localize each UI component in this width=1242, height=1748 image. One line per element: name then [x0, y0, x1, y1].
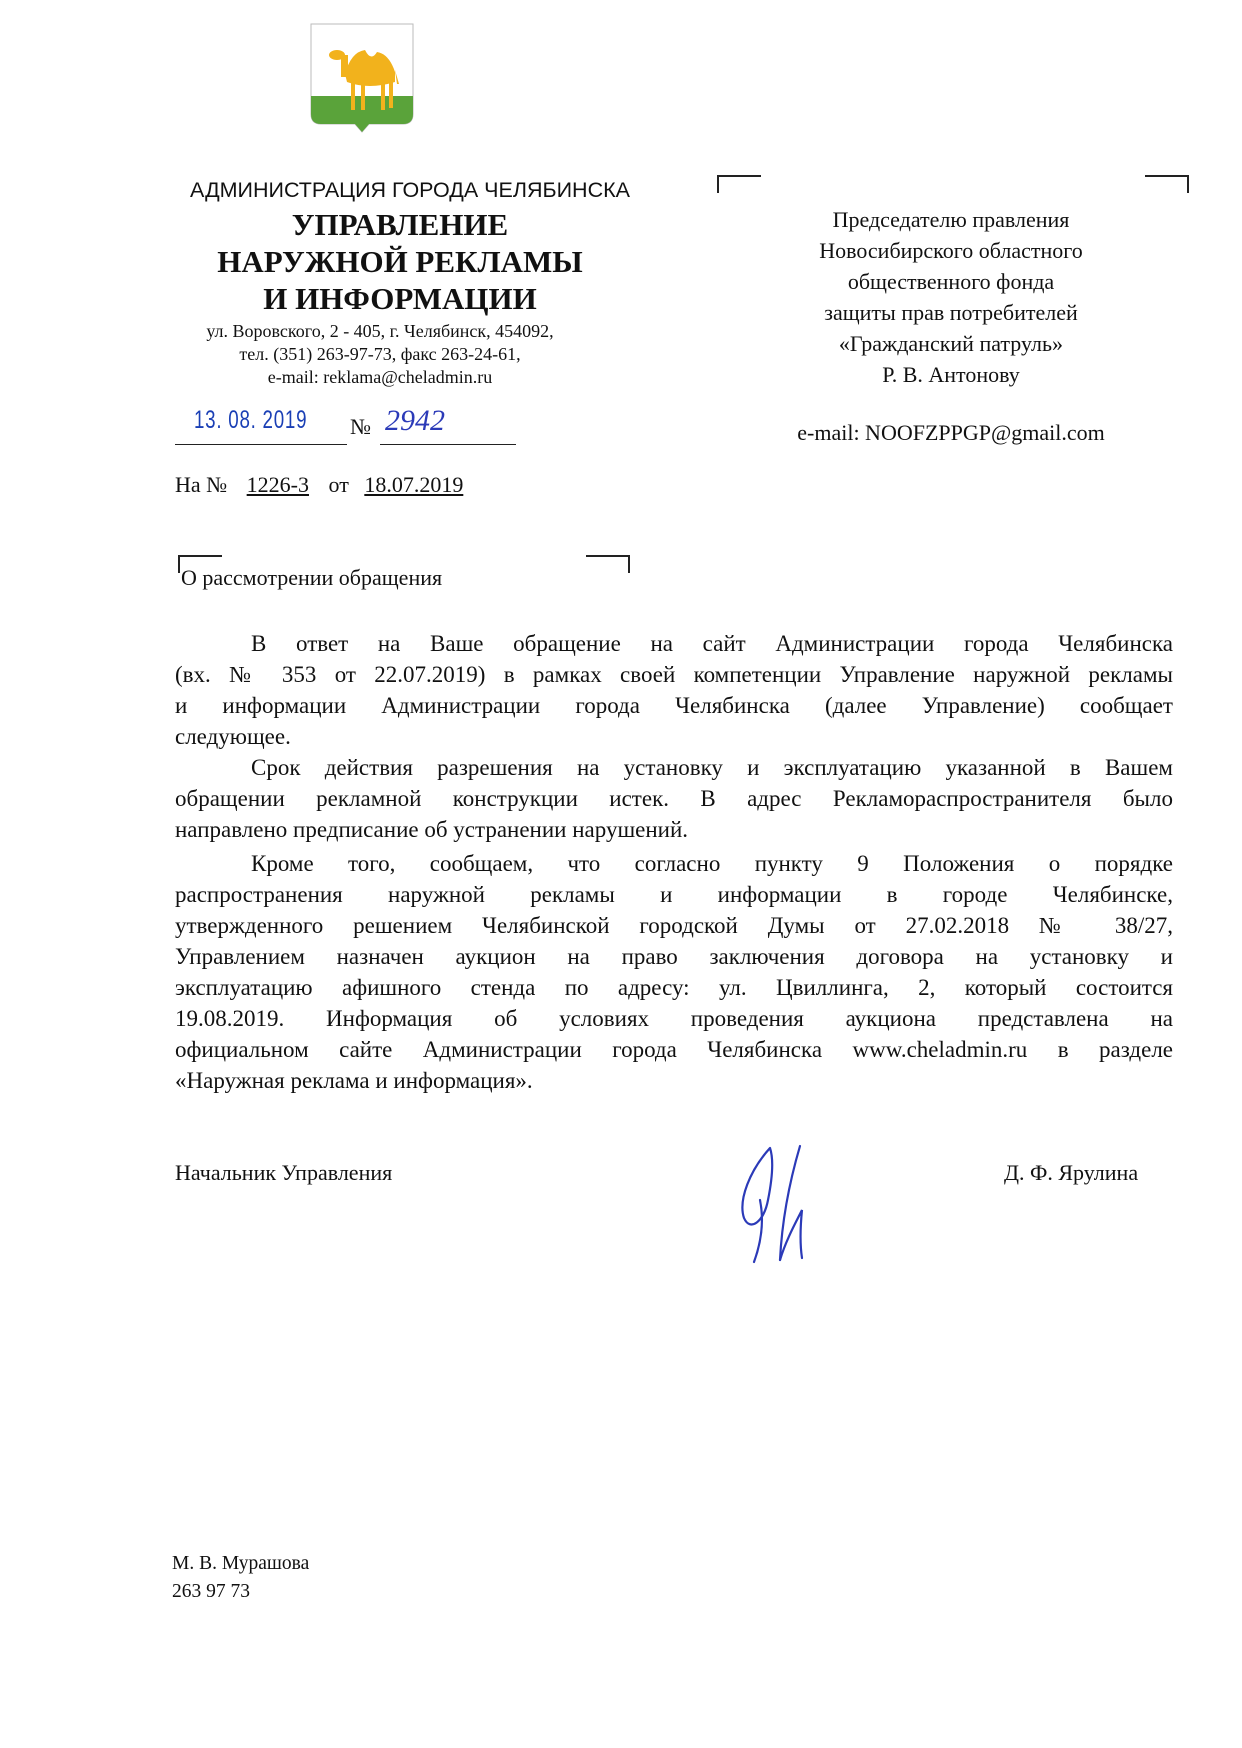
recipient-email: e-mail: NOOFZPPGP@gmail.com: [797, 420, 1105, 445]
executor-block: [172, 1550, 309, 1606]
address-line: e-mail: reklama@cheladmin.ru: [267, 367, 493, 387]
body-line: утвержденного решением Челябинской городской Думы от 27.02.2018 № 38/27,: [175, 913, 1173, 938]
department-line: И ИНФОРМАЦИИ: [263, 281, 537, 316]
subject-corner-right: [586, 555, 630, 573]
body-line: следующее.: [175, 724, 291, 749]
body-paragraph-3: [175, 848, 1173, 1096]
reference-number: 1226-3: [246, 472, 309, 497]
recipient-line: Р. В. Антонову: [882, 362, 1020, 387]
body-line: Кроме того, сообщаем, что согласно пункту 9 Положения о порядке: [251, 851, 1173, 876]
recipient-block: [760, 204, 1142, 390]
executor-name: М. В. Мурашова: [172, 1553, 310, 1574]
body-line: распространения наружной рекламы и информации в городе Челябинске,: [175, 882, 1173, 907]
address-line: ул. Воровского, 2 - 405, г. Челябинск, 454092,: [206, 321, 554, 341]
body-line: и информации Администрации города Челябинска (далее Управление) сообщает: [175, 693, 1173, 718]
address-line: тел. (351) 263-97-73, факс 263-24-61,: [239, 344, 521, 364]
recipient-line: Новосибирского областного: [819, 238, 1083, 263]
signatory-name: Д. Ф. Ярулина: [1004, 1160, 1139, 1185]
signatory-position: Начальник Управления: [175, 1160, 393, 1185]
body-line: обращении рекламной конструкции истек. В адрес Рекламораспространителя было: [175, 786, 1173, 811]
executor-phone: 263 97 73: [172, 1581, 250, 1602]
body-line: «Наружная реклама и информация».: [175, 1068, 533, 1093]
body-paragraph-1: [175, 628, 1173, 752]
outgoing-number-handwritten: 2942: [385, 404, 445, 437]
body-line: (вх. № 353 от 22.07.2019) в рамках своей компетенции Управление наружной рекламы: [175, 662, 1173, 687]
handwritten-signature: [730, 1140, 830, 1270]
body-line: В ответ на Ваше обращение на сайт Администрации города Челябинска: [251, 631, 1173, 656]
department-line: УПРАВЛЕНИЕ: [291, 207, 509, 242]
subject-line: О рассмотрении обращения: [181, 565, 443, 590]
body-line: направлено предписание об устранении нарушений.: [175, 817, 689, 842]
department-line: НАРУЖНОЙ РЕКЛАМЫ: [217, 244, 583, 279]
body-line: Срок действия разрешения на установку и эксплуатацию указанной в Вашем: [251, 755, 1173, 780]
recipient-line: защиты прав потребителей: [824, 300, 1078, 325]
reference-from-label: от: [328, 472, 349, 497]
body-line: эксплуатацию афишного стенда по адресу: ул. Цвиллинга, 2, который состоится: [175, 975, 1173, 1000]
reference-line: [175, 472, 463, 498]
recipient-line: общественного фонда: [847, 269, 1055, 294]
coat-of-arms-logo: [309, 22, 415, 134]
sender-address: [150, 320, 610, 389]
department-title: [150, 206, 650, 317]
recipient-line: Председателю правления: [832, 207, 1070, 232]
administration-title: АДМИНИСТРАЦИЯ ГОРОДА ЧЕЛЯБИНСКА: [190, 178, 630, 202]
number-underline: [380, 444, 516, 445]
recipient-line: «Гражданский патруль»: [838, 331, 1064, 356]
reference-label: На №: [175, 472, 228, 497]
number-label: №: [350, 414, 371, 439]
reference-date: 18.07.2019: [364, 472, 464, 497]
outgoing-date-stamp: 13. 08. 2019: [194, 406, 308, 434]
recipient-corner-left: [717, 175, 761, 193]
body-line: Управлением назначен аукцион на право заключения договора на установку и: [175, 944, 1173, 969]
body-line: официальном сайте Администрации города Челябинска www.cheladmin.ru в разделе: [175, 1037, 1173, 1062]
date-underline: [175, 444, 347, 445]
body-paragraph-2: [175, 752, 1173, 845]
body-line: 19.08.2019. Информация об условиях проведения аукциона представлена на: [175, 1006, 1173, 1031]
recipient-corner-right: [1145, 175, 1189, 193]
